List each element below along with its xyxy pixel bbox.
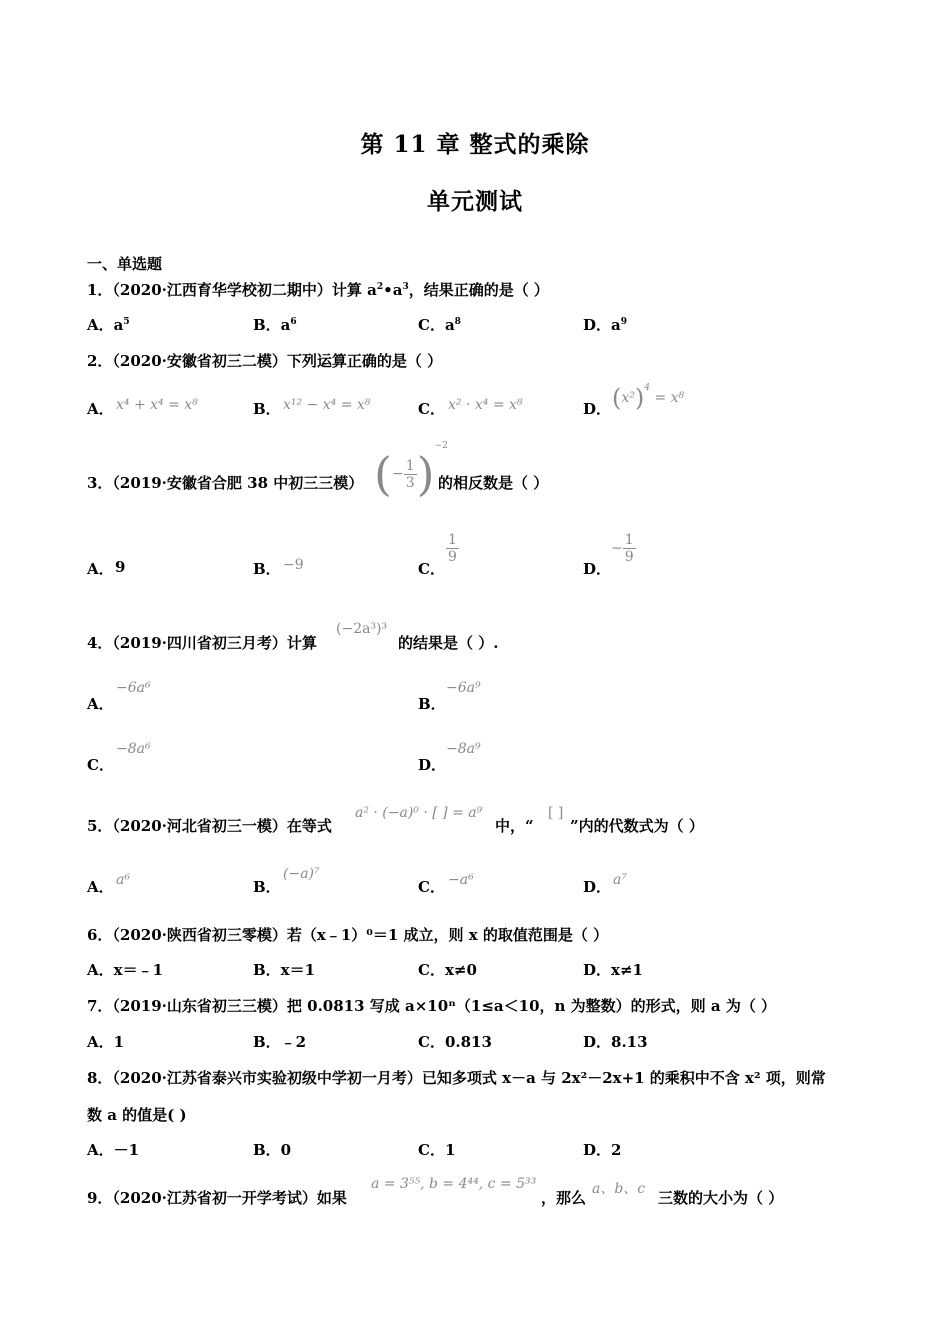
q7-option-b[interactable]: B．﹣2: [253, 1033, 307, 1051]
q4-option-b-label[interactable]: B．: [418, 695, 446, 713]
q4-option-d-label[interactable]: D．: [418, 756, 447, 774]
q3-option-c-label[interactable]: C．: [418, 560, 445, 578]
q3-expression: (− $\frac{1}{3}$ )$^{-2}$: [374, 441, 448, 501]
q1-text-mid: •a: [383, 281, 403, 299]
q1-option-b[interactable]: [253, 314, 297, 335]
q3-c-num: 1: [448, 532, 457, 548]
q3-option-b-value: −9: [283, 557, 304, 573]
q5-option-d-value: a⁷: [613, 872, 627, 888]
q2-option-c-label[interactable]: C．: [418, 400, 445, 418]
q5-bracket: [ ]: [548, 805, 564, 821]
q2-option-d-expr: $(x^2)^4 = x^8$: [612, 383, 685, 412]
q1-option-d[interactable]: [583, 314, 627, 335]
question-4-stem-post: 的结果是（ ）.: [398, 634, 499, 652]
question-4-stem-pre: 4．（2019·四川省初三月考）计算: [87, 634, 317, 652]
q5-option-b-label[interactable]: B．: [253, 878, 281, 896]
q1-option-d-sup: 9: [620, 317, 627, 327]
q3-expr-exp: −2: [434, 441, 448, 451]
q1-option-c[interactable]: [418, 314, 461, 335]
q3-expr-num: 1: [405, 457, 415, 474]
q2-option-a-expr: x⁴ + x⁴ = x⁸: [116, 397, 198, 413]
q9-vars: a、b、c: [592, 1181, 646, 1197]
q1-text-post: ，结果正确的是（ ）: [408, 281, 549, 299]
q1-text-pre: 1．（2020·江西育华学校初二期中）计算 a: [87, 281, 377, 299]
q1-sup2: 3: [402, 282, 409, 292]
q7-option-d[interactable]: D．8.13: [583, 1033, 648, 1051]
q4-option-a-label[interactable]: A．: [87, 695, 114, 713]
question-8-stem-line2: 数 a 的值是( ): [87, 1106, 187, 1124]
q3-d-sign: −: [611, 540, 623, 557]
subtitle: 单元测试: [427, 188, 523, 215]
q4-option-c-label[interactable]: C．: [87, 756, 114, 774]
q2-option-b-expr: x¹² − x⁴ = x⁸: [283, 397, 371, 413]
q2-d-inner: x²: [621, 390, 635, 406]
q3-d-num: 1: [624, 532, 634, 548]
question-6-stem: 6．（2020·陕西省初三零模）若（x﹣1）⁰＝1 成立，则 x 的取值范围是（ ）: [87, 926, 609, 944]
question-5-stem-post: ”内的代数式为（ ）: [570, 817, 704, 835]
q8-option-a[interactable]: A．－1: [87, 1141, 140, 1159]
section-heading: 一、单选题: [87, 255, 163, 273]
q5-option-c-label[interactable]: C．: [418, 878, 445, 896]
question-2-stem: 2．（2020·安徽省初三二模）下列运算正确的是（ ）: [87, 352, 443, 370]
question-5-stem-pre: 5．（2020·河北省初三一模）在等式: [87, 817, 332, 835]
q4-expression: (−2a³)³: [336, 621, 388, 637]
q5-option-a-label[interactable]: A．: [87, 878, 114, 896]
q2-option-d-label[interactable]: D．: [583, 400, 612, 418]
question-7-stem: 7．（2019·山东省初三三模）把 0.0813 写成 a×10ⁿ（1≤a＜10，n 为整数）的形式，则 a 为（ ）: [87, 997, 777, 1015]
q1-option-b-sup: 6: [290, 317, 297, 327]
q5-option-a-value: a⁶: [116, 872, 130, 888]
q2-d-exp: 4: [644, 383, 650, 393]
q1-option-c-sup: 8: [454, 317, 461, 327]
q3-option-c-value: [446, 532, 459, 565]
q1-option-b-label: B．a: [253, 316, 291, 334]
q8-option-c[interactable]: C．1: [418, 1141, 456, 1159]
q5-option-b-value: (−a)⁷: [283, 866, 320, 882]
q6-option-d[interactable]: D．x≠1: [583, 961, 643, 979]
q3-option-d-label[interactable]: D．: [583, 560, 612, 578]
q5-option-d-label[interactable]: D．: [583, 878, 612, 896]
q4-option-a-value: −6a⁶: [116, 680, 151, 696]
question-1-stem: [87, 279, 549, 300]
q1-option-a-label: A．a: [87, 316, 124, 334]
q4-option-b-value: −6a⁹: [446, 680, 481, 696]
question-9-stem-pre: 9．（2020·江苏省初一开学考试）如果: [87, 1189, 347, 1207]
question-3-stem-pre: 3．（2019·安徽省合肥 38 中初三三模）: [87, 474, 364, 492]
q3-expr-den: 3: [405, 474, 415, 491]
q2-option-c-expr: x² · x⁴ = x⁸: [448, 397, 523, 413]
q4-option-d-value: −8a⁹: [446, 741, 481, 757]
q7-option-c[interactable]: C．0.813: [418, 1033, 492, 1051]
q6-option-a[interactable]: A．x＝﹣1: [87, 961, 164, 979]
q7-option-a[interactable]: A．1: [87, 1033, 125, 1051]
q5-option-c-value: −a⁶: [448, 872, 474, 888]
q6-option-c[interactable]: C．x≠0: [418, 961, 477, 979]
q1-option-a[interactable]: [87, 314, 130, 335]
q9-expression: a = 3⁵⁵, b = 4⁴⁴, c = 5³³: [371, 1176, 537, 1192]
question-9-stem-mid: ，那么: [541, 1189, 587, 1207]
q3-option-b-label[interactable]: B．: [253, 560, 281, 578]
q1-sup1: 2: [376, 282, 384, 292]
question-5-stem-mid: 中，“: [495, 817, 534, 835]
chapter-title: 第 11 章 整式的乘除: [360, 131, 590, 158]
q3-expr-sign: −: [391, 466, 404, 482]
q4-option-c-value: −8a⁶: [116, 741, 151, 757]
q1-option-d-label: D．a: [583, 316, 621, 334]
q3-d-den: 9: [624, 549, 634, 565]
q2-option-b-label[interactable]: B．: [253, 400, 281, 418]
q1-option-c-label: C．a: [418, 316, 455, 334]
q2-d-rhs: = x⁸: [654, 390, 685, 406]
q2-option-a-label[interactable]: A．: [87, 400, 114, 418]
question-9-stem-post: 三数的大小为（ ）: [658, 1189, 784, 1207]
q8-option-b[interactable]: B．0: [253, 1141, 292, 1159]
question-3-stem-post: 的相反数是（ ）: [438, 474, 549, 492]
q3-option-a-label[interactable]: A．: [87, 560, 114, 578]
q6-option-b[interactable]: B．x＝1: [253, 961, 316, 979]
q3-option-a-value: 9: [115, 558, 126, 576]
q5-expression: a² · (−a)⁰ · [ ] = a⁹: [355, 805, 483, 821]
q1-option-a-sup: 5: [123, 317, 130, 327]
q3-option-d-value: [611, 532, 636, 565]
question-8-stem-line1: 8．（2020·江苏省泰兴市实验初级中学初一月考）已知多项式 x－a 与 2x²－2x+1 的乘积中不含 x² 项，则常: [87, 1069, 826, 1087]
q3-c-den: 9: [448, 549, 457, 565]
q8-option-d[interactable]: D．2: [583, 1141, 622, 1159]
